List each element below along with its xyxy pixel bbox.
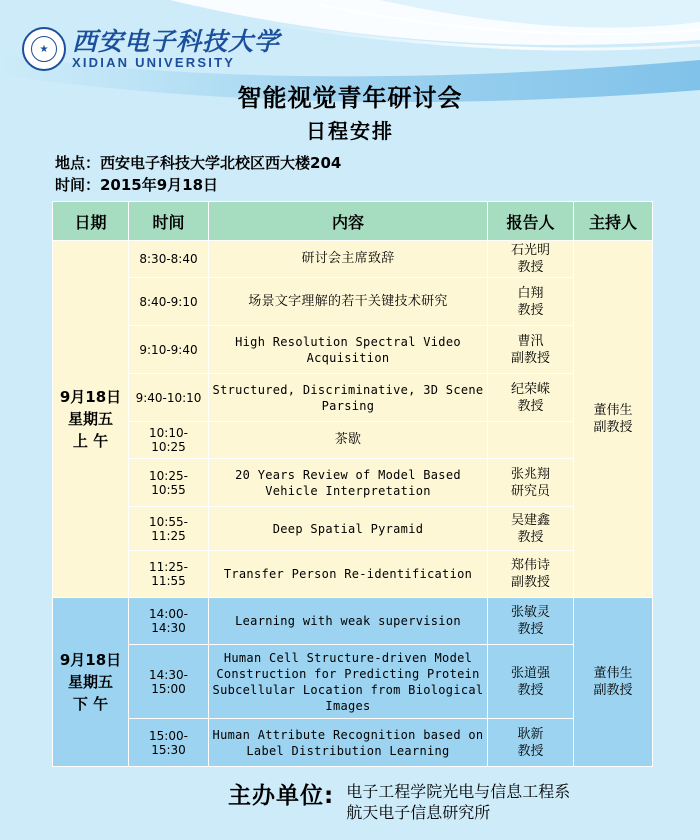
table-row bbox=[53, 645, 653, 719]
organizer-line-1: 电子工程学院光电与信息工程系 bbox=[346, 782, 571, 801]
table-row bbox=[53, 278, 653, 326]
speaker-cell bbox=[488, 422, 574, 459]
content-cell: 茶歇 bbox=[209, 422, 488, 459]
event-title: 智能视觉青年研讨会 bbox=[237, 84, 463, 112]
table-row bbox=[53, 719, 653, 767]
table-row bbox=[53, 241, 653, 278]
university-name-en: XIDIAN UNIVERSITY bbox=[72, 55, 236, 70]
content-cell: Transfer Person Re-identification bbox=[209, 551, 488, 598]
speaker-cell: 耿新 教授 bbox=[488, 719, 574, 767]
content-cell: Deep Spatial Pyramid bbox=[209, 507, 488, 551]
organizer-block bbox=[228, 780, 570, 823]
time-cell: 11:25-11:55 bbox=[129, 551, 209, 598]
time-cell: 10:55-11:25 bbox=[129, 507, 209, 551]
content-cell: 研讨会主席致辞 bbox=[209, 241, 488, 278]
organizer-label: 主办单位: bbox=[228, 783, 335, 809]
content-cell: Learning with weak supervision bbox=[209, 598, 488, 645]
event-subtitle: 日程安排 bbox=[306, 119, 394, 143]
content-cell: Human Attribute Recognition based on Label Distribution Learning bbox=[209, 719, 488, 767]
table-header-row bbox=[53, 202, 653, 241]
header-content: 内容 bbox=[209, 202, 488, 241]
header-speaker: 报告人 bbox=[488, 202, 574, 241]
schedule-table bbox=[52, 201, 653, 767]
content-cell: 场景文字理解的若干关键技术研究 bbox=[209, 278, 488, 326]
time-cell: 8:30-8:40 bbox=[129, 241, 209, 278]
speaker-cell: 郑伟诗 副教授 bbox=[488, 551, 574, 598]
table-row bbox=[53, 422, 653, 459]
content-cell: Structured, Discriminative, 3D Scene Parsing bbox=[209, 374, 488, 422]
time-cell: 10:10-10:25 bbox=[129, 422, 209, 459]
time-cell: 15:00-15:30 bbox=[129, 719, 209, 767]
content-cell: Human Cell Structure-driven Model Construction for Predicting Protein Subcellular Location from Biological Images bbox=[209, 645, 488, 719]
speaker-cell: 张敏灵 教授 bbox=[488, 598, 574, 645]
speaker-cell: 纪荣嵘 教授 bbox=[488, 374, 574, 422]
table-row bbox=[53, 598, 653, 645]
content-cell: 20 Years Review of Model Based Vehicle Interpretation bbox=[209, 459, 488, 507]
time-cell: 8:40-9:10 bbox=[129, 278, 209, 326]
morning-date-cell: 9月18日 星期五 上 午 bbox=[53, 241, 129, 598]
morning-host-cell: 董伟生 副教授 bbox=[574, 241, 653, 598]
table-row bbox=[53, 374, 653, 422]
header-time: 时间 bbox=[129, 202, 209, 241]
date-text: 时间：2015年9月18日 bbox=[55, 176, 219, 194]
header-date: 日期 bbox=[53, 202, 129, 241]
header-host: 主持人 bbox=[574, 202, 653, 241]
time-cell: 10:25-10:55 bbox=[129, 459, 209, 507]
afternoon-date-cell: 9月18日 星期五 下 午 bbox=[53, 598, 129, 767]
table-row bbox=[53, 551, 653, 598]
venue-text: 地点：西安电子科技大学北校区西大楼204 bbox=[55, 154, 342, 172]
speaker-cell: 石光明 教授 bbox=[488, 241, 574, 278]
university-seal-icon: ★ bbox=[22, 27, 66, 71]
university-logo bbox=[22, 27, 280, 71]
university-name-cn: 西安电子科技大学 bbox=[72, 27, 281, 56]
content-cell: High Resolution Spectral Video Acquisition bbox=[209, 326, 488, 374]
table-row bbox=[53, 326, 653, 374]
time-cell: 14:30-15:00 bbox=[129, 645, 209, 719]
afternoon-host-cell: 董伟生 副教授 bbox=[574, 598, 653, 767]
speaker-cell: 曹汛 副教授 bbox=[488, 326, 574, 374]
time-cell: 14:00-14:30 bbox=[129, 598, 209, 645]
time-cell: 9:40-10:10 bbox=[129, 374, 209, 422]
speaker-cell: 张兆翔 研究员 bbox=[488, 459, 574, 507]
table-row bbox=[53, 459, 653, 507]
table-row bbox=[53, 507, 653, 551]
speaker-cell: 白翔 教授 bbox=[488, 278, 574, 326]
speaker-cell: 张道强 教授 bbox=[488, 645, 574, 719]
organizer-line-2: 航天电子信息研究所 bbox=[346, 803, 491, 822]
time-cell: 9:10-9:40 bbox=[129, 326, 209, 374]
speaker-cell: 吴建鑫 教授 bbox=[488, 507, 574, 551]
